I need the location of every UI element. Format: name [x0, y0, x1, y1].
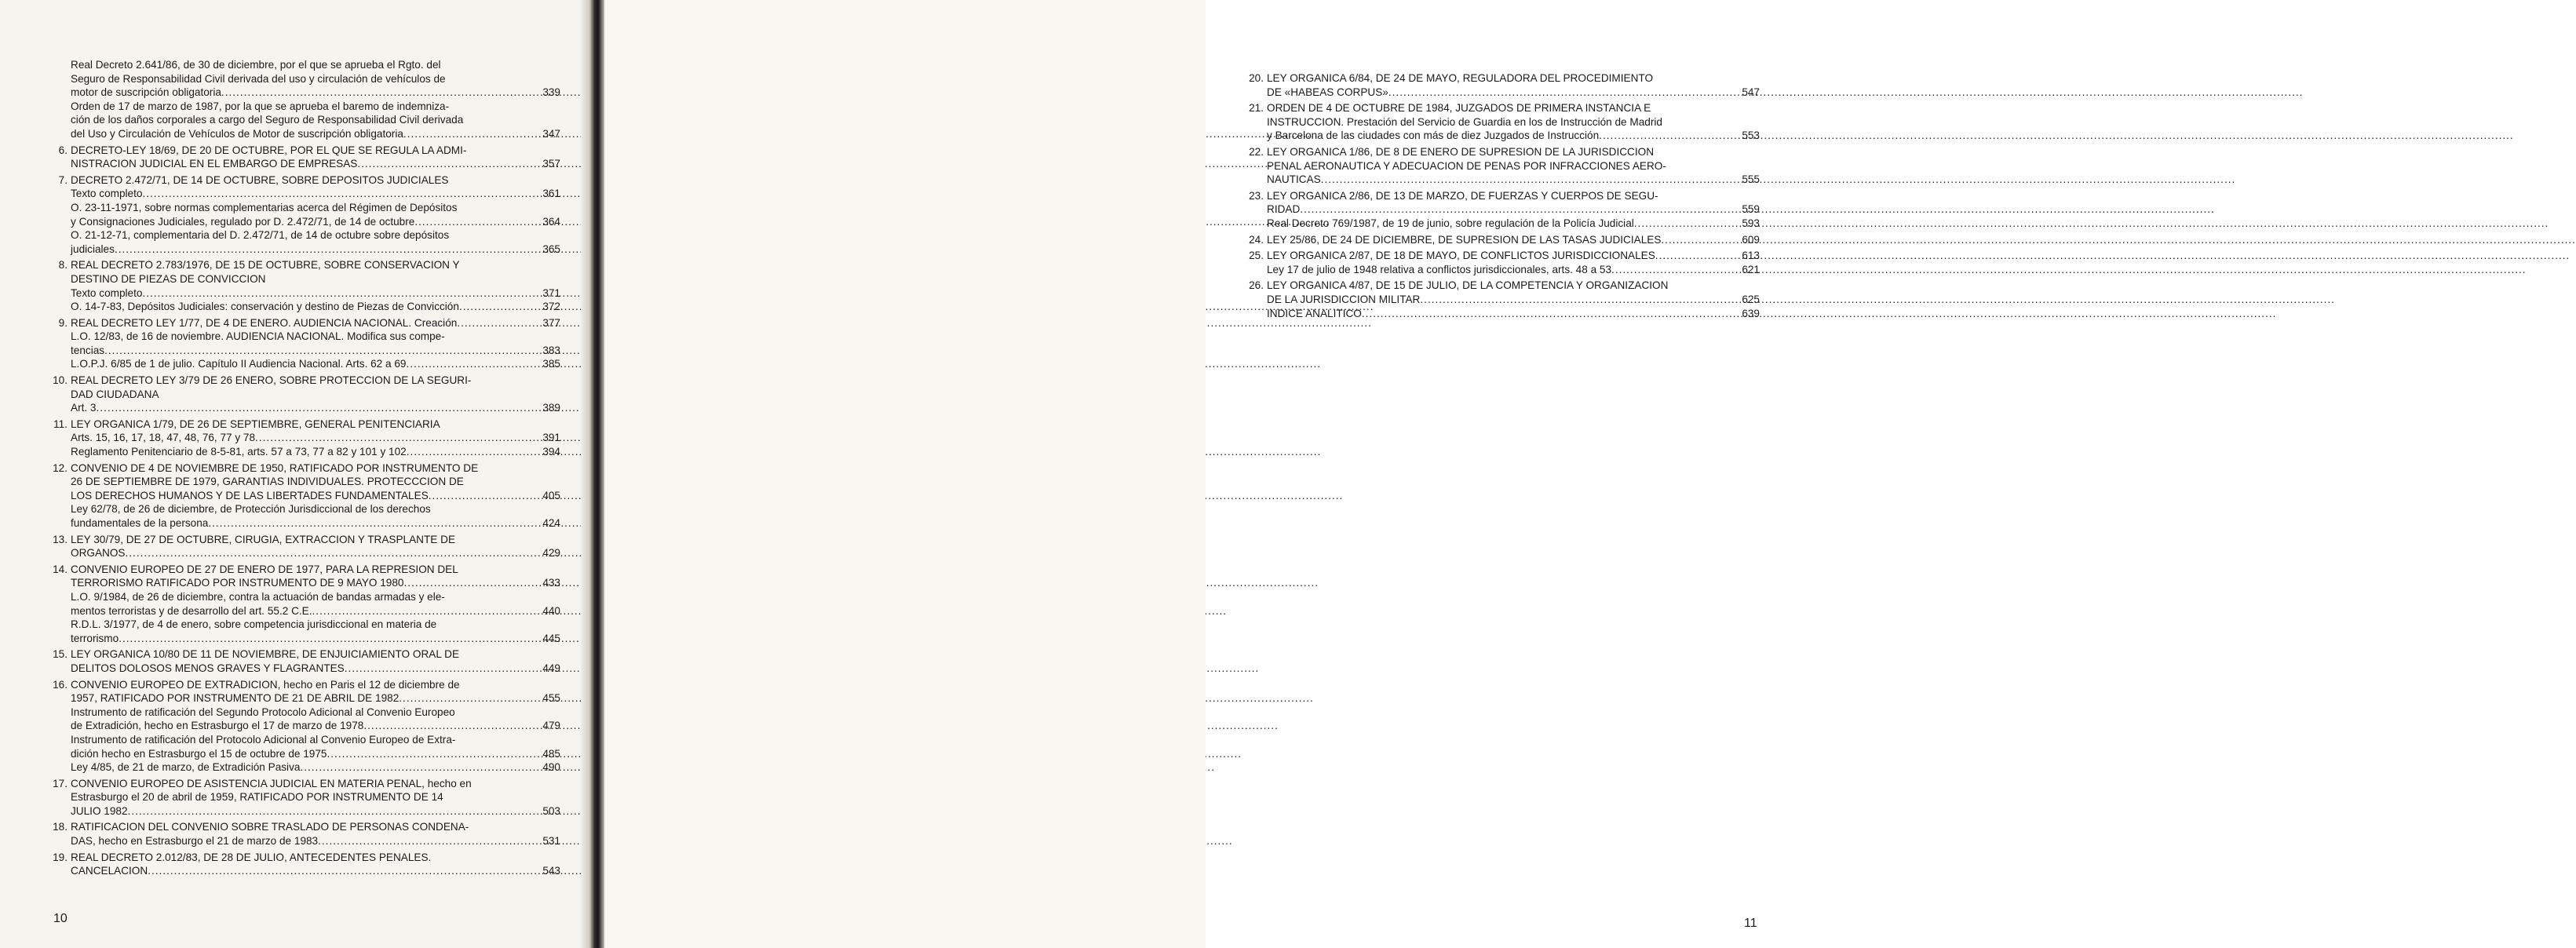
entry-number: 23.	[1249, 189, 1264, 202]
entry-text-line: fundamentales de la persona	[71, 517, 209, 529]
toc-entry	[49, 445, 562, 459]
entry-text-line: motor de suscripción obligatoria	[71, 86, 221, 99]
entry-number: 7.	[58, 173, 68, 186]
entry-text-line: REAL DECRETO LEY 3/79 DE 26 ENERO, SOBRE PROTECCION DE LA SEGURI-	[71, 374, 472, 387]
entry-leader-line	[71, 834, 512, 848]
entry-leader-line	[71, 316, 512, 330]
entry-leader-line	[1267, 173, 1711, 187]
entry-text-line: dición hecho en Estrasburgo el 15 de octubre de 1975	[71, 747, 327, 760]
entry-page-number: 339	[542, 86, 560, 99]
entry-leader-line	[71, 632, 512, 646]
toc-entry	[1245, 145, 1761, 187]
entry-text-line: Orden de 17 de marzo de 1987, por la que se aprueba el baremo de indemniza-	[71, 100, 450, 112]
entry-text-line: Texto completo	[71, 188, 143, 200]
entry-text-line: PENAL AERONAUTICA Y ADECUACION DE PENAS POR INFRACCIONES AERO-	[1267, 159, 1666, 172]
entry-text-line: INDICE ANALITICO	[1267, 307, 1362, 319]
entry-text-line: L.O. 12/83, de 16 de noviembre. AUDIENCIA NACIONAL. Modifica sus compe-	[71, 330, 445, 343]
entry-page-number: 445	[542, 632, 560, 644]
entry-leader-line	[71, 86, 512, 100]
entry-text-line: NAUTICAS	[1267, 173, 1321, 186]
toc-entry	[49, 618, 562, 645]
entry-page-number: 547	[1742, 86, 1760, 98]
entry-page-number: 433	[542, 577, 560, 589]
entry-number: 18.	[53, 821, 68, 833]
toc-entry	[49, 417, 562, 445]
entry-text-line: RATIFICACION DEL CONVENIO SOBRE TRASLADO DE PERSONAS CONDENA-	[71, 821, 469, 833]
entry-text-line: Ley 4/85, de 21 de marzo, de Extradición Pasiva	[71, 761, 301, 774]
entry-text-line: Reglamento Penitenciario de 8-5-81, arts. 57 a 73, 77 a 82 y 101 y 102	[71, 446, 407, 458]
entry-text-line: DECRETO-LEY 18/69, DE 20 DE OCTUBRE, POR EL QUE SE REGULA LA ADMI-	[71, 144, 467, 156]
entry-page-number: 361	[542, 188, 560, 200]
entry-text-line: y Barcelona de las ciudades con más de diez Juzgados de Instrucción	[1267, 129, 1600, 142]
toc-entry	[49, 502, 562, 530]
toc-entry	[49, 533, 562, 560]
entry-leader-line	[1267, 263, 1711, 277]
entry-text-line: tencias	[71, 344, 105, 356]
entry-page-number: 455	[542, 692, 560, 705]
entry-text-line: DE «HABEAS CORPUS»	[1267, 86, 1388, 98]
toc-entry	[1245, 217, 1761, 231]
entry-text-line: CANCELACION	[71, 865, 148, 877]
entry-text-line: REAL DECRETO 2.012/83, DE 28 DE JULIO, ANTECEDENTES PENALES.	[71, 851, 432, 863]
toc-entry	[1245, 233, 1761, 247]
entry-text-line: Ley 17 de julio de 1948 relativa a conflictos jurisdiccionales, arts. 48 a 53	[1267, 263, 1612, 275]
toc-entry	[1245, 249, 1761, 263]
toc-entry	[49, 647, 562, 675]
dot-leader	[1321, 173, 2236, 187]
entry-text-line: ORDEN DE 4 DE OCTUBRE DE 1984, JUZGADOS DE PRIMERA INSTANCIA E	[1267, 102, 1651, 115]
entry-leader-line	[71, 445, 512, 459]
entry-number: 21.	[1249, 102, 1264, 115]
entry-text-line: LEY 25/86, DE 24 DE DICIEMBRE, DE SUPRESION DE LAS TASAS JUDICIALES	[1267, 233, 1662, 246]
entry-text-line: DAS, hecho en Estrasburgo el 21 de marzo de 1983	[71, 835, 319, 848]
entry-text-line: mentos terroristas y de desarrollo del art. 55.2 C.E.	[71, 604, 312, 617]
entry-text-line: Texto completo	[71, 286, 143, 299]
entry-leader-line	[71, 864, 512, 878]
entry-text-line: RIDAD	[1267, 203, 1301, 216]
toc-entry	[49, 374, 562, 415]
left-page-number: 10	[53, 912, 68, 925]
entry-text-line: ción de los daños corporales a cargo del Seguro de Responsabilidad Civil derivada	[71, 114, 464, 126]
entry-leader-line	[71, 357, 512, 371]
entry-number: 19.	[53, 851, 68, 863]
entry-text-line: LEY ORGANICA 2/87, DE 18 DE MAYO, DE CONFLICTOS JURISDICCIONALES	[1267, 250, 1655, 262]
entry-text-line: INSTRUCCION. Prestación del Servicio de Guardia en los de Instrucción de Madrid	[1267, 115, 1662, 128]
entry-text-line: DELITOS DOLOSOS MENOS GRAVES Y FLAGRANTES	[71, 662, 345, 674]
right-page-number: 11	[1744, 917, 1757, 930]
entry-page-number: 372	[542, 301, 560, 313]
entry-leader-line	[71, 760, 512, 775]
entry-text-line: Ley 62/78, de 26 de diciembre, de Protección Jurisdiccional de los derechos	[71, 503, 431, 516]
entry-leader-line	[71, 215, 512, 229]
toc-entry	[49, 58, 562, 100]
entry-page-number: 543	[542, 865, 560, 877]
entry-leader-line	[71, 187, 512, 201]
entry-number: 12.	[53, 461, 68, 474]
entry-leader-line	[71, 719, 512, 733]
entry-page-number: 503	[542, 804, 560, 817]
entry-leader-line	[71, 804, 512, 819]
entry-text-line: JULIO 1982	[71, 804, 128, 817]
entry-page-number: 389	[542, 402, 560, 414]
entry-text-line: LEY 30/79, DE 27 DE OCTUBRE, CIRUGIA, EXTRACCION Y TRASPLANTE DE	[71, 533, 456, 545]
toc-entry	[49, 228, 562, 256]
entry-page-number: 609	[1742, 233, 1760, 246]
dot-leader	[1388, 86, 2304, 100]
toc-entry	[49, 563, 562, 590]
entry-page-number: 625	[1742, 293, 1760, 305]
entry-text-line: Estrasburgo el 20 de abril de 1959, RATIFICADO POR INSTRUMENTO DE 14	[71, 791, 443, 804]
entry-page-number: 383	[542, 344, 560, 356]
toc-entry	[1245, 101, 1761, 143]
entry-number: 17.	[53, 777, 68, 789]
entry-text-line: Real Decreto 769/1987, de 19 de junio, sobre regulación de la Policía Judicial	[1267, 217, 1634, 229]
dot-leader	[1655, 249, 2571, 263]
entry-page-number: 429	[542, 547, 560, 560]
entry-text-line: Instrumento de ratificación del Protocolo Adicional al Convenio Europeo de Extra-	[71, 733, 456, 746]
entry-page-number: 364	[542, 215, 560, 228]
entry-page-number: 440	[542, 604, 560, 617]
entry-text-line: Art. 3	[71, 402, 97, 414]
entry-leader-line	[1267, 129, 1711, 143]
entry-page-number: 485	[542, 747, 560, 760]
toc-entry	[49, 286, 562, 301]
toc-entry	[49, 201, 562, 228]
entry-page-number: 479	[542, 720, 560, 732]
entry-text-line: DE LA JURISDICCION MILITAR	[1267, 293, 1421, 305]
entry-page-number: 377	[542, 316, 560, 329]
toc-entry	[49, 590, 562, 618]
entry-leader-line	[71, 604, 512, 618]
entry-page-number: 391	[542, 432, 560, 444]
entry-text-line: O. 21-12-71, complementaria del D. 2.472/71, de 14 de octubre sobre depósitos	[71, 229, 450, 242]
entry-text-line: L.O. 9/1984, de 26 de diciembre, contra la actuación de bandas armadas y ele-	[71, 590, 445, 603]
entry-text-line: del Uso y Circulación de Vehículos de Motor de suscripción obligatoria	[71, 127, 403, 140]
entry-text-line: LEY ORGANICA 6/84, DE 24 DE MAYO, REGULADORA DEL PROCEDIMIENTO	[1267, 72, 1654, 84]
entry-leader-line	[71, 401, 512, 415]
toc-entry	[49, 461, 562, 503]
entry-number: 24.	[1249, 233, 1264, 246]
entry-page-number: 613	[1742, 250, 1760, 262]
left-page	[0, 0, 590, 948]
entry-leader-line	[71, 691, 512, 706]
toc-entry	[49, 820, 562, 848]
entry-text-line: LEY ORGANICA 4/87, DE 15 DE JULIO, DE LA COMPETENCIA Y ORGANIZACION	[1267, 279, 1669, 292]
entry-text-line: DESTINO DE PIEZAS DE CONVICCION	[71, 272, 266, 285]
toc-entry	[49, 357, 562, 371]
entry-leader-line	[1267, 249, 1711, 263]
entry-number: 25.	[1249, 250, 1264, 262]
toc-entry	[49, 678, 562, 706]
toc-entry	[1245, 189, 1761, 217]
entry-text-line: NISTRACION JUDICIAL EN EL EMBARGO DE EMPRESAS	[71, 158, 358, 170]
toc-entry	[49, 100, 562, 141]
entry-leader-line	[71, 546, 512, 560]
entry-text-line: CONVENIO DE 4 DE NOVIEMBRE DE 1950, RATIFICADO POR INSTRUMENTO DE	[71, 461, 479, 474]
entry-leader-line	[71, 127, 512, 141]
entry-text-line: 26 DE SEPTIEMBRE DE 1979, GARANTIAS INDIVIDUALES. PROTECCCION DE	[71, 476, 464, 488]
entry-text-line: REAL DECRETO 2.783/1976, DE 15 DE OCTUBRE, SOBRE CONSERVACION Y	[71, 259, 460, 272]
entry-text-line: y Consignaciones Judiciales, regulado por D. 2.472/71, de 14 de octubre	[71, 215, 415, 228]
entry-text-line: CONVENIO EUROPEO DE ASISTENCIA JUDICIAL EN MATERIA PENAL, hecho en	[71, 777, 472, 789]
toc-entry	[1245, 307, 1761, 321]
entry-number: 8.	[58, 259, 68, 272]
entry-page-number: 347	[542, 127, 560, 140]
entry-number: 10.	[53, 374, 68, 387]
entry-text-line: judiciales	[71, 242, 115, 255]
right-page	[604, 0, 1760, 948]
entry-text-line: REAL DECRETO LEY 1/77, DE 4 DE ENERO. AUDIENCIA NACIONAL. Creación	[71, 316, 458, 329]
entry-text-line: LEY ORGANICA 2/86, DE 13 DE MARZO, DE FUERZAS Y CUERPOS DE SEGU-	[1267, 189, 1658, 202]
dot-leader	[1362, 307, 2277, 321]
entry-leader-line	[1267, 293, 1711, 307]
entry-text-line: O. 14-7-83, Depósitos Judiciales: conservación y destino de Piezas de Convicción	[71, 301, 459, 313]
dot-leader	[1420, 293, 2335, 307]
toc-entry	[49, 300, 562, 314]
entry-page-number: 531	[542, 835, 560, 848]
dot-leader	[1661, 233, 2576, 247]
entry-leader-line	[1267, 217, 1711, 231]
entry-text-line: DAD CIUDADANA	[71, 388, 159, 400]
toc-entry	[49, 258, 562, 286]
entry-text-line: 1957, RATIFICADO POR INSTRUMENTO DE 21 DE ABRIL DE 1982	[71, 692, 400, 705]
entry-text-line: R.D.L. 3/1977, de 4 de enero, sobre competencia jurisdiccional en materia de	[71, 618, 437, 631]
entry-leader-line	[1267, 202, 1711, 217]
entry-leader-line	[71, 516, 512, 531]
right-toc-column	[1245, 69, 1761, 320]
entry-number: 16.	[53, 678, 68, 691]
entry-leader-line	[71, 157, 512, 171]
entry-number: 26.	[1249, 279, 1264, 292]
entry-text-line: LEY ORGANICA 10/80 DE 11 DE NOVIEMBRE, DE ENJUICIAMIENTO ORAL DE	[71, 648, 460, 661]
entry-text-line: CONVENIO EUROPEO DE EXTRADICION, hecho en Paris el 12 de diciembre de	[71, 678, 460, 691]
entry-number: 11.	[53, 417, 68, 430]
entry-page-number: 385	[542, 358, 560, 370]
toc-entry	[1245, 279, 1761, 306]
entry-leader-line	[1267, 307, 1711, 321]
dot-leader	[1634, 217, 2549, 231]
toc-entry	[49, 187, 562, 201]
toc-entry	[49, 706, 562, 733]
entry-page-number: 449	[542, 662, 560, 674]
entry-page-number: 365	[542, 242, 560, 255]
toc-entry	[49, 330, 562, 357]
entry-leader-line	[71, 747, 512, 761]
entry-text-line: LOS DERECHOS HUMANOS Y DE LAS LIBERTADES FUNDAMENTALES	[71, 489, 429, 501]
toc-entry	[49, 316, 562, 330]
entry-text-line: LEY ORGANICA 1/79, DE 26 DE SEPTIEMBRE, GENERAL PENITENCIARIA	[71, 417, 440, 430]
toc-entry	[1245, 263, 1761, 277]
entry-number: 22.	[1249, 145, 1264, 158]
entry-leader-line	[71, 576, 512, 590]
toc-entry	[1245, 71, 1761, 99]
left-toc-column	[49, 58, 562, 878]
entry-number: 9.	[58, 316, 68, 329]
entry-text-line: Seguro de Responsabilidad Civil derivada del uso y circulación de vehículos de	[71, 72, 446, 85]
entry-leader-line	[71, 489, 512, 503]
entry-page-number: 371	[542, 286, 560, 299]
toc-entry	[49, 733, 562, 760]
toc-entry	[49, 851, 562, 878]
entry-page-number: 555	[1742, 173, 1760, 186]
entry-page-number: 490	[542, 761, 560, 774]
entry-text-line: Real Decreto 2.641/86, de 30 de diciembre, por el que se aprueba el Rgto. del	[71, 59, 441, 71]
entry-leader-line	[71, 300, 512, 314]
entry-page-number: 559	[1742, 203, 1760, 216]
entry-page-number: 639	[1742, 307, 1760, 319]
toc-entry	[49, 173, 562, 188]
entry-leader-line	[71, 431, 512, 445]
entry-leader-line	[71, 344, 512, 358]
entry-text-line: ORGANOS	[71, 547, 126, 560]
entry-number: 15.	[53, 648, 68, 661]
entry-text-line: DECRETO 2.472/71, DE 14 DE OCTUBRE, SOBRE DEPOSITOS JUDICIALES	[71, 173, 449, 186]
entry-leader-line	[71, 286, 512, 301]
toc-entry	[49, 777, 562, 819]
entry-text-line: TERRORISMO RATIFICADO POR INSTRUMENTO DE 9 MAYO 1980	[71, 577, 404, 589]
entry-page-number: 357	[542, 158, 560, 170]
entry-text-line: L.O.P.J. 6/85 de 1 de julio. Capítulo II Audiencia Nacional. Arts. 62 a 69	[71, 358, 407, 370]
entry-text-line: Instrumento de ratificación del Segundo Protocolo Adicional al Convenio Europeo	[71, 706, 455, 718]
entry-number: 13.	[53, 533, 68, 545]
entry-page-number: 593	[1742, 217, 1760, 229]
entry-number: 20.	[1249, 72, 1264, 84]
entry-leader-line	[1267, 233, 1711, 247]
entry-text-line: terrorismo	[71, 632, 119, 644]
entry-page-number: 424	[542, 517, 560, 529]
entry-text-line: CONVENIO EUROPEO DE 27 DE ENERO DE 1977, PARA LA REPRESION DEL	[71, 563, 458, 575]
entry-page-number: 621	[1742, 263, 1760, 275]
entry-text-line: O. 23-11-1971, sobre normas complementarias acerca del Régimen de Depósitos	[71, 201, 458, 213]
entry-text-line: de Extradición, hecho en Estrasburgo el 17 de marzo de 1978	[71, 720, 364, 732]
entry-number: 14.	[53, 563, 68, 575]
entry-page-number: 405	[542, 489, 560, 501]
entry-page-number: 394	[542, 446, 560, 458]
entry-number: 6.	[58, 144, 68, 156]
entry-page-number: 553	[1742, 129, 1760, 142]
entry-text-line: LEY ORGANICA 1/86, DE 8 DE ENERO DE SUPRESION DE LA JURISDICCION	[1267, 145, 1655, 158]
entry-text-line: Arts. 15, 16, 17, 18, 47, 48, 76, 77 y 78	[71, 432, 256, 444]
toc-entry	[49, 144, 562, 171]
entry-leader-line	[71, 662, 512, 676]
entry-leader-line	[1267, 86, 1711, 100]
toc-entry	[49, 760, 562, 775]
entry-leader-line	[71, 242, 512, 257]
